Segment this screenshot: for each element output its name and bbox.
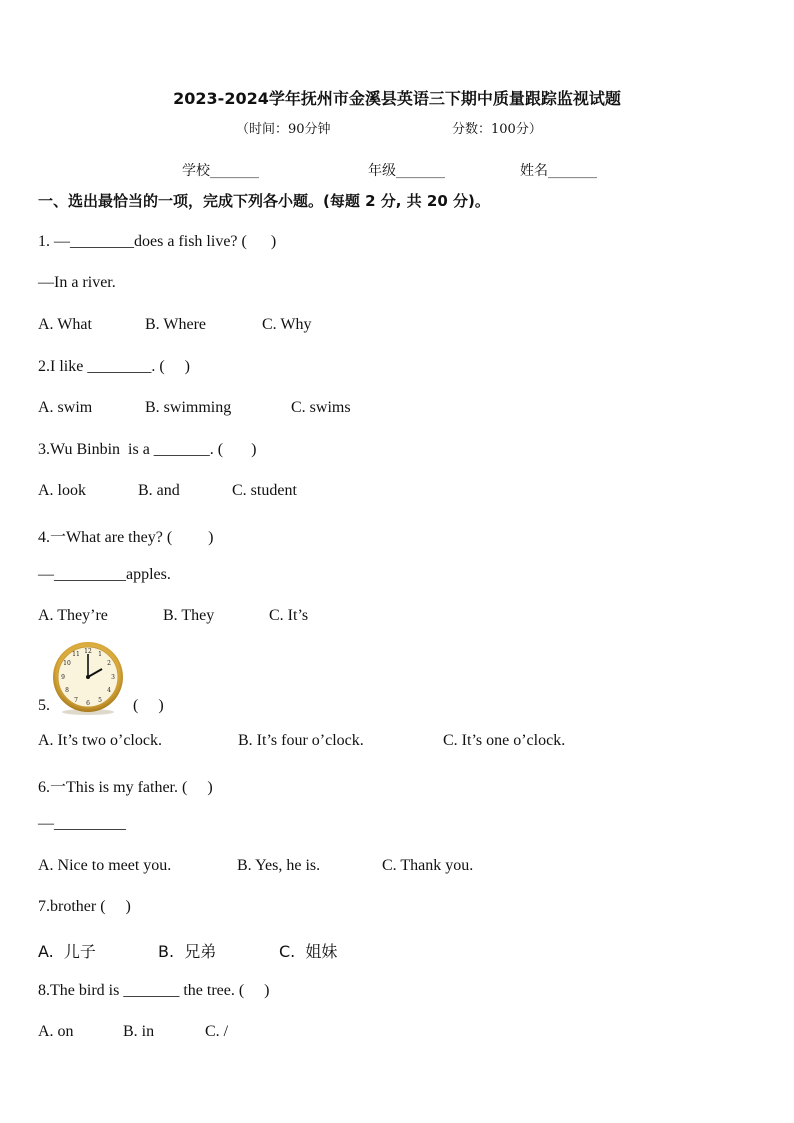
q8-option-c: C. / [205, 1023, 229, 1040]
q4-option-a: A. They’re [38, 607, 108, 624]
question-8: 8.The bird is _______ the tree. ( ) [38, 982, 270, 999]
svg-text:4: 4 [107, 687, 111, 694]
q3-option-b: B. and [138, 482, 180, 499]
question-3: 3.Wu Binbin is a _______. ( ) [38, 441, 257, 458]
question-6-dialog: —_________ [38, 815, 126, 832]
svg-text:1: 1 [98, 651, 102, 658]
q7-option-a: A. 儿子 [38, 942, 96, 961]
svg-text:3: 3 [111, 674, 115, 681]
q7-option-c: C. 姐妹 [279, 942, 338, 961]
question-1: 1. —________does a fish live? ( ) [38, 233, 277, 250]
q6-option-a: A. Nice to meet you. [38, 857, 172, 874]
question-7: 7.brother ( ) [38, 898, 131, 915]
q6-option-b: B. Yes, he is. [237, 857, 321, 874]
clock-icon [50, 640, 126, 716]
school-field: 学校_______ [182, 163, 259, 179]
q7-option-b: B. 兄弟 [158, 942, 217, 961]
grade-field: 年级_______ [368, 163, 445, 179]
section-heading: 一、选出最恰当的一项，完成下列各小题。(每题 2 分, 共 20 分)。 [38, 192, 490, 210]
q2-option-a: A. swim [38, 399, 93, 416]
svg-text:10: 10 [63, 660, 71, 667]
question-4: 4.一What are they? ( ) [38, 529, 214, 546]
q4-option-c: C. It’s [269, 607, 309, 624]
question-6: 6.一This is my father. ( ) [38, 779, 213, 796]
svg-text:6: 6 [86, 700, 90, 707]
svg-text:5: 5 [98, 697, 102, 704]
q1-option-b: B. Where [145, 316, 207, 333]
q2-option-c: C. swims [291, 399, 351, 416]
question-4-dialog: —_________apples. [38, 566, 171, 583]
svg-text:9: 9 [61, 674, 65, 681]
q1-option-c: C. Why [262, 316, 312, 333]
q5-option-c: C. It’s one o’clock. [443, 732, 566, 749]
q5-option-a: A. It’s two o’clock. [38, 732, 162, 749]
question-5: 5. [38, 697, 50, 714]
q5-option-b: B. It’s four o’clock. [238, 732, 364, 749]
page-title: 2023-2024学年抚州市金溪县英语三下期中质量跟踪监视试题 [173, 89, 621, 108]
question-1-dialog: —In a river. [38, 274, 116, 291]
svg-text:7: 7 [74, 697, 78, 704]
question-2: 2.I like ________. ( ) [38, 358, 190, 375]
question-5-paren: ( ) [133, 697, 164, 714]
svg-text:2: 2 [107, 660, 111, 667]
svg-text:8: 8 [65, 687, 69, 694]
q6-option-c: C. Thank you. [382, 857, 474, 874]
total-score: 分数：100分） [452, 122, 542, 137]
q1-option-a: A. What [38, 316, 92, 333]
svg-text:11: 11 [72, 651, 80, 658]
q8-option-a: A. on [38, 1023, 74, 1040]
name-field: 姓名_______ [520, 163, 597, 179]
q3-option-a: A. look [38, 482, 86, 499]
q8-option-b: B. in [123, 1023, 155, 1040]
q2-option-b: B. swimming [145, 399, 232, 416]
svg-text:12: 12 [84, 648, 92, 655]
q4-option-b: B. They [163, 607, 215, 624]
q3-option-c: C. student [232, 482, 297, 499]
time-limit: （时间：90分钟 [236, 122, 331, 137]
